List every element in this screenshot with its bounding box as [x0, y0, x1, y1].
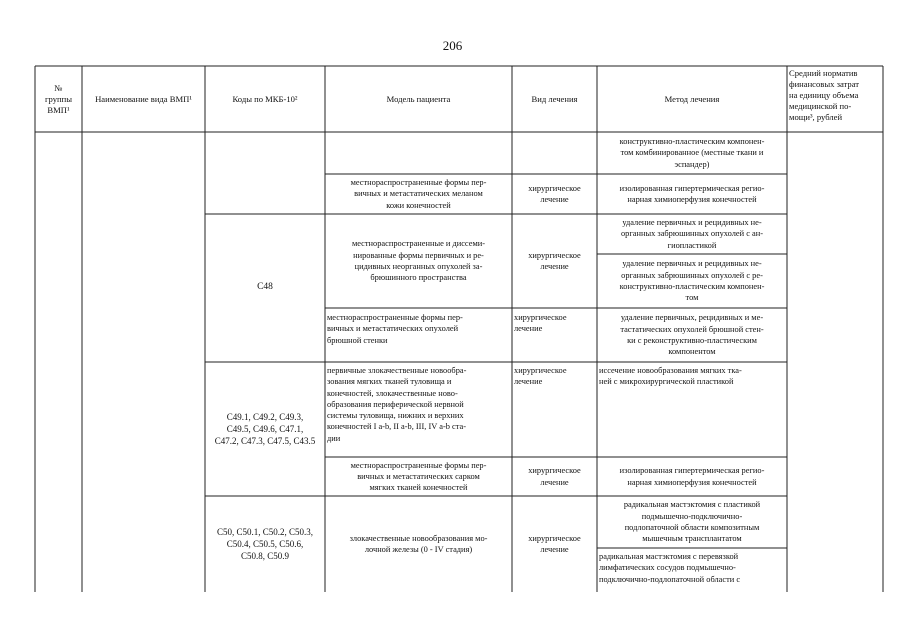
- method-retroperitoneal-angioplasty-line2: органных забрюшинных опухолей с ан-: [620, 229, 763, 239]
- method-mastectomy-lymph-line1: радикальная мастэктомия с перевязкой: [599, 552, 739, 561]
- treatment-type-5-line1: хирургическое: [528, 466, 581, 476]
- model-soft-tissue-line5: системы туловища, нижних и верхних: [327, 411, 464, 421]
- code-c49-group: [205, 362, 325, 496]
- model-soft-tissue-line6: конечностей I a-b, II a-b, III, IV a-b ста-: [327, 422, 467, 432]
- code-c49-line3: C47.2, C47.3, C47.5, C43.5: [214, 436, 316, 447]
- header-average-cost-line5: мощи³, рублей: [789, 112, 843, 122]
- method-continuation-line3: эспандер): [674, 159, 710, 169]
- model-retroperitoneal-line2: нированные формы первичных и ре-: [353, 250, 484, 260]
- method-continuation-line2: том комбинированное (местные ткани и: [620, 148, 764, 158]
- treatment-type-2-line1: хирургическое: [528, 250, 581, 260]
- header-group-number-line1: №: [54, 82, 63, 93]
- model-soft-tissue: [325, 362, 512, 457]
- method-retroperitoneal-angioplasty-line3: гиопластикой: [667, 240, 717, 250]
- treatment-type-5-line2: лечение: [540, 477, 569, 487]
- treatment-type-6-line1: хирургическое: [528, 533, 581, 543]
- method-mastectomy-flap-line1: радикальная мастэктомия с пластикой: [623, 500, 761, 510]
- model-breast-line1: злокачественные новообразования мо-: [349, 533, 488, 543]
- header-average-cost-line3: на единицу объема: [789, 90, 859, 100]
- method-soft-tissue-excision-line2: ней с микрохирургической пластикой: [599, 377, 734, 387]
- method-abdominal-wall: [597, 308, 787, 362]
- method-mastectomy-flap: [597, 496, 787, 548]
- header-hmc-type: Наименование вида ВМП¹: [95, 93, 192, 104]
- page-number: 206: [442, 38, 463, 53]
- model-soft-tissue-line3: конечностей, злокачественные ново-: [327, 388, 458, 398]
- header-group-number-line3: ВМП¹: [47, 104, 70, 115]
- treatment-type-3-line1: хирургическое: [514, 313, 567, 322]
- code-c50-line3: C50.8, C50.9: [240, 551, 289, 562]
- treatment-type-2-line2: лечение: [540, 262, 569, 271]
- header-average-cost-line1: Средний норматив: [789, 68, 858, 78]
- model-abdominal-wall-line3: брюшной стенки: [327, 335, 388, 345]
- treatment-type-6-line2: лечение: [540, 545, 569, 554]
- model-abdominal-wall-line2: вичных и метастатических опухолей: [327, 324, 459, 334]
- model-breast: [325, 496, 512, 592]
- header-group-number: [35, 66, 82, 132]
- method-mastectomy-lymph-line2: лимфатических сосудов подмышечно-: [599, 563, 736, 573]
- header-average-cost: [787, 66, 883, 132]
- model-breast-line2: лочной железы (0 - IV стадия): [364, 545, 473, 554]
- model-melanoma-line1: местнораспространенные формы пер-: [350, 178, 487, 188]
- method-retroperitoneal-angioplasty: [597, 214, 787, 254]
- method-mastectomy-lymph-line3: подключично-подлопаточной области с: [599, 574, 741, 584]
- model-soft-tissue-line4: образования периферической нервной: [327, 399, 464, 409]
- model-sarcoma-line3: мягких тканей конечностей: [369, 483, 468, 493]
- method-mastectomy-lymph: [597, 548, 787, 592]
- method-limb-perfusion-1-line1: изолированная гипертермическая регио-: [619, 183, 765, 193]
- method-retroperitoneal-angioplasty-line1: удаление первичных и рецидивных не-: [622, 218, 762, 228]
- header-average-cost-line2: финансовых затрат: [789, 79, 860, 89]
- code-c50-line1: C50, C50.1, C50.2, C50.3,: [216, 526, 313, 537]
- model-soft-tissue-line7: дии: [327, 433, 341, 443]
- method-retroperitoneal-reconstructive-line3: конструктивно-пластическим компонен-: [619, 282, 765, 291]
- model-melanoma-line2: вичных и метастатических меланом: [354, 189, 483, 199]
- method-abdominal-wall-line3: ки с реконструктивно-пластическим: [627, 336, 757, 345]
- treatment-type-4-line2: лечение: [514, 377, 543, 387]
- header-average-cost-line4: медицинской по-: [789, 101, 852, 111]
- header-icd-codes: Коды по МКБ-10²: [232, 93, 298, 104]
- method-limb-perfusion-1-line2: нарная химиоперфузия конечностей: [627, 195, 757, 204]
- method-retroperitoneal-reconstructive: [597, 254, 787, 308]
- method-continuation: [597, 132, 787, 174]
- header-group-number-line2: группы: [45, 93, 72, 104]
- header-treatment-method: Метод лечения: [664, 93, 720, 104]
- method-limb-perfusion-2-line1: изолированная гипертермическая регио-: [619, 466, 765, 476]
- treatment-type-1: [512, 174, 597, 214]
- method-limb-perfusion-2: [597, 457, 787, 496]
- model-abdominal-wall-line1: местнораспространенные формы пер-: [327, 313, 463, 322]
- model-sarcoma-line1: местнораспространенные формы пер-: [350, 460, 487, 470]
- model-soft-tissue-line1: первичные злокачественные новообра-: [327, 366, 467, 375]
- method-retroperitoneal-reconstructive-line4: том: [685, 293, 699, 303]
- method-abdominal-wall-line2: тастатических опухолей брюшной стен-: [620, 324, 764, 334]
- treatment-type-1-line2: лечение: [540, 195, 569, 204]
- method-continuation-line1: конструктивно-пластическим компонен-: [619, 137, 765, 147]
- method-abdominal-wall-line1: удаление первичных, рецидивных и ме-: [620, 313, 764, 323]
- treatment-type-1-line1: хирургическое: [528, 183, 581, 193]
- model-retroperitoneal: [325, 214, 512, 308]
- treatment-type-3-line2: лечение: [514, 324, 543, 334]
- model-melanoma-line3: кожи конечностей: [386, 200, 451, 210]
- model-retroperitoneal-line3: цидивных неорганных опухолей за-: [354, 262, 483, 271]
- method-limb-perfusion-1: [597, 174, 787, 214]
- model-retroperitoneal-line1: местнораспространенные и диссеми-: [351, 239, 486, 249]
- method-mastectomy-flap-line2: подмышечно-подключично-: [641, 511, 743, 521]
- method-mastectomy-flap-line3: подлопаточной области композитным: [624, 523, 760, 532]
- treatment-type-3: [512, 308, 597, 362]
- treatment-type-6: [512, 496, 597, 592]
- model-soft-tissue-line2: зования мягких тканей туловища и: [327, 377, 452, 387]
- method-retroperitoneal-reconstructive-line2: органных забрюшинных опухолей с ре-: [621, 270, 763, 280]
- model-sarcoma-line2: вичных и метастатических сарком: [357, 471, 480, 481]
- treatment-type-4-line1: хирургическое: [514, 366, 567, 375]
- model-melanoma: [325, 174, 512, 214]
- model-abdominal-wall: [325, 308, 512, 362]
- code-c50-group: [205, 496, 325, 592]
- method-retroperitoneal-reconstructive-line1: удаление первичных и рецидивных не-: [622, 259, 762, 269]
- treatment-type-4: [512, 362, 597, 457]
- method-abdominal-wall-line4: компонентом: [668, 347, 716, 357]
- header-patient-model: Модель пациента: [386, 93, 451, 104]
- method-limb-perfusion-2-line2: нарная химиоперфузия конечностей: [627, 477, 757, 487]
- method-soft-tissue-excision: [597, 362, 787, 457]
- code-c48: C48: [257, 282, 273, 293]
- method-soft-tissue-excision-line1: иссечение новообразования мягких тка-: [599, 366, 742, 375]
- model-retroperitoneal-line4: брюшинного пространства: [370, 273, 467, 283]
- model-sarcoma: [325, 457, 512, 496]
- treatment-type-2: [512, 214, 597, 308]
- code-c49-line1: C49.1, C49.2, C49.3,: [226, 411, 304, 422]
- code-c50-line2: C50.4, C50.5, C50.6,: [226, 538, 304, 549]
- method-mastectomy-flap-line4: мышечным трансплантатом: [642, 534, 742, 544]
- code-c49-line2: C49.5, C49.6, C47.1,: [226, 423, 304, 434]
- treatment-type-5: [512, 457, 597, 496]
- header-treatment-type: Вид лечения: [531, 93, 578, 104]
